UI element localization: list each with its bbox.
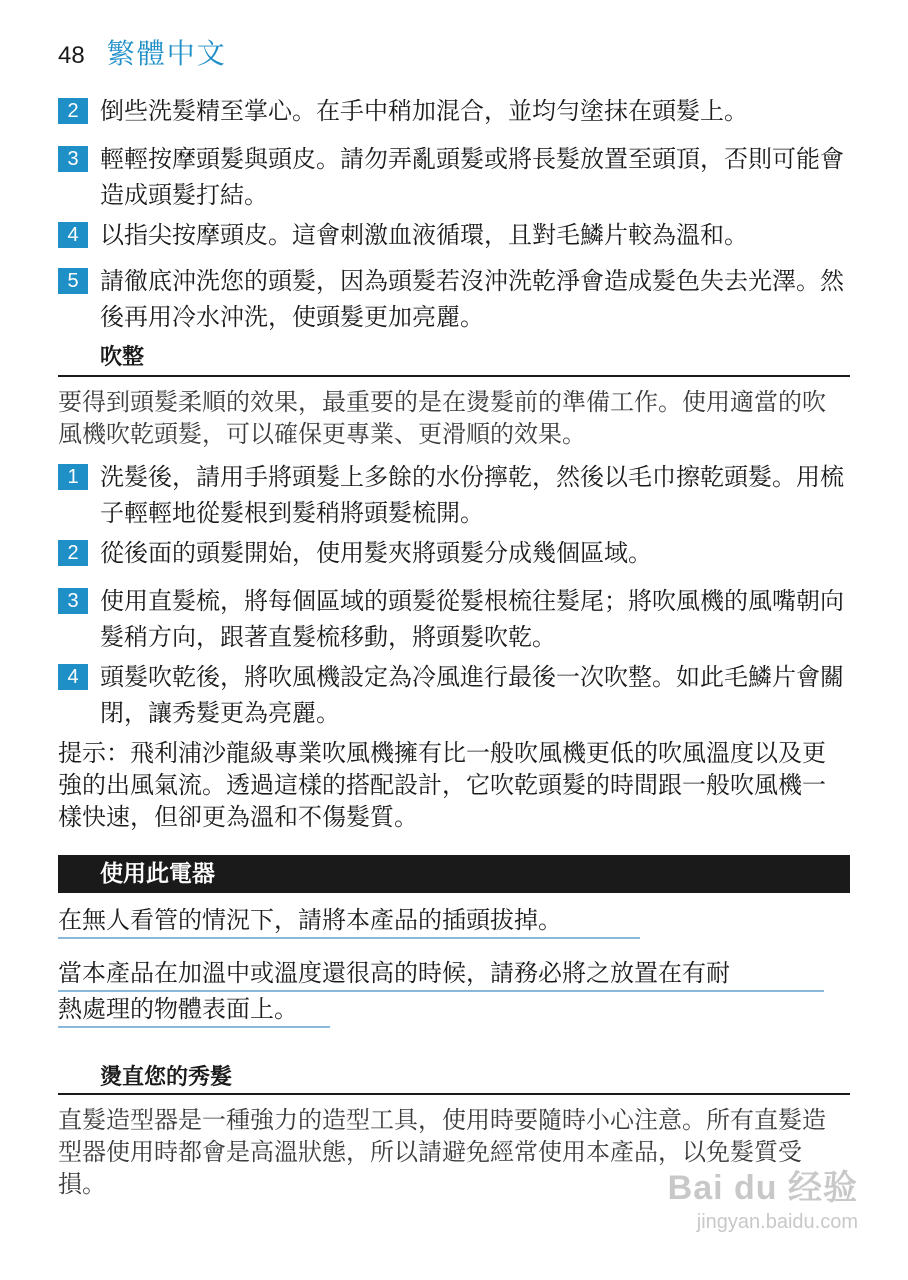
step-number-badge: 5 xyxy=(58,268,88,294)
section-divider xyxy=(58,375,850,377)
step-text: 以指尖按摩頭皮。這會刺激血液循環，且對毛鱗片較為溫和。 xyxy=(100,221,748,249)
step-number-badge: 4 xyxy=(58,664,88,690)
step-item xyxy=(58,141,848,213)
step-number-badge: 4 xyxy=(58,222,88,248)
step-item xyxy=(58,93,848,129)
warning-underline xyxy=(58,990,824,992)
language-title: 繁體中文 xyxy=(106,37,227,70)
step-text: 請徹底沖洗您的頭髮，因為頭髮若沒沖洗乾淨會造成髮色失去光澤。然後再用冷水沖洗，使頭髮更加亮麗。 xyxy=(100,267,844,331)
warning-heat-surface-line2: 熱處理的物體表面上。 xyxy=(58,995,298,1023)
step-text: 倒些洗髮精至掌心。在手中稍加混合，並均勻塗抹在頭髮上。 xyxy=(100,97,748,125)
step-number-badge: 3 xyxy=(58,146,88,172)
step-item xyxy=(58,535,848,571)
step-text: 輕輕按摩頭髮與頭皮。請勿弄亂頭髮或將長髮放置至頭頂，否則可能會造成頭髮打結。 xyxy=(100,145,844,209)
warning-heat-surface-line1: 當本產品在加溫中或溫度還很高的時候，請務必將之放置在有耐 xyxy=(58,959,730,987)
step-number-badge: 3 xyxy=(58,588,88,614)
watermark-logo: Bai du 经验 xyxy=(667,1169,858,1207)
step-item xyxy=(58,459,848,531)
page-number: 48 xyxy=(58,42,85,69)
step-text: 使用直髮梳，將每個區域的頭髮從髮根梳往髮尾；將吹風機的風嘴朝向髮稍方向，跟著直髮梳移動，將頭髮吹乾。 xyxy=(100,587,844,651)
section-heading-straighten: 燙直您的秀髮 xyxy=(100,1065,233,1090)
step-item xyxy=(58,217,848,253)
step-number-badge: 2 xyxy=(58,540,88,566)
tip-paragraph: 提示：飛利浦沙龍級專業吹風機擁有比一般吹風機更低的吹風溫度以及更強的出風氣流。透過這樣的搭配設計，它吹乾頭髮的時間跟一般吹風機一樣快速，但卻更為溫和不傷髮質。 xyxy=(58,739,826,831)
step-item xyxy=(58,659,848,731)
warning-underline xyxy=(58,1026,330,1028)
straighten-intro: 直髮造型器是一種強力的造型工具，使用時要隨時小心注意。所有直髮造型器使用時都會是高溫狀態，所以請避免經常使用本產品，以免髮質受損。 xyxy=(58,1106,826,1198)
step-number-badge: 2 xyxy=(58,98,88,124)
page-header xyxy=(58,32,227,72)
watermark-url: jingyan.baidu.com xyxy=(696,1211,858,1233)
warning-unplug: 在無人看管的情況下，請將本產品的插頭拔掉。 xyxy=(58,906,562,934)
step-number-badge: 1 xyxy=(58,464,88,490)
warning-underline xyxy=(58,937,640,939)
step-text: 洗髮後，請用手將頭髮上多餘的水份擰乾，然後以毛巾擦乾頭髮。用梳子輕輕地從髮根到髮稍將頭髮梳開。 xyxy=(100,463,844,527)
step-text: 頭髮吹乾後，將吹風機設定為冷風進行最後一次吹整。如此毛鱗片會關閉，讓秀髮更為亮麗。 xyxy=(100,663,844,727)
step-item xyxy=(58,263,848,335)
section-bar-using-appliance: 使用此電器 xyxy=(58,855,850,893)
section-heading-blow-dry: 吹整 xyxy=(100,345,145,370)
baidu-watermark xyxy=(668,1160,858,1234)
blow-dry-intro: 要得到頭髮柔順的效果，最重要的是在燙髮前的準備工作。使用適當的吹風機吹乾頭髮，可以確保更專業、更滑順的效果。 xyxy=(58,388,826,448)
section-divider xyxy=(58,1093,850,1095)
step-item xyxy=(58,583,848,655)
step-text: 從後面的頭髮開始，使用髮夾將頭髮分成幾個區域。 xyxy=(100,539,652,567)
